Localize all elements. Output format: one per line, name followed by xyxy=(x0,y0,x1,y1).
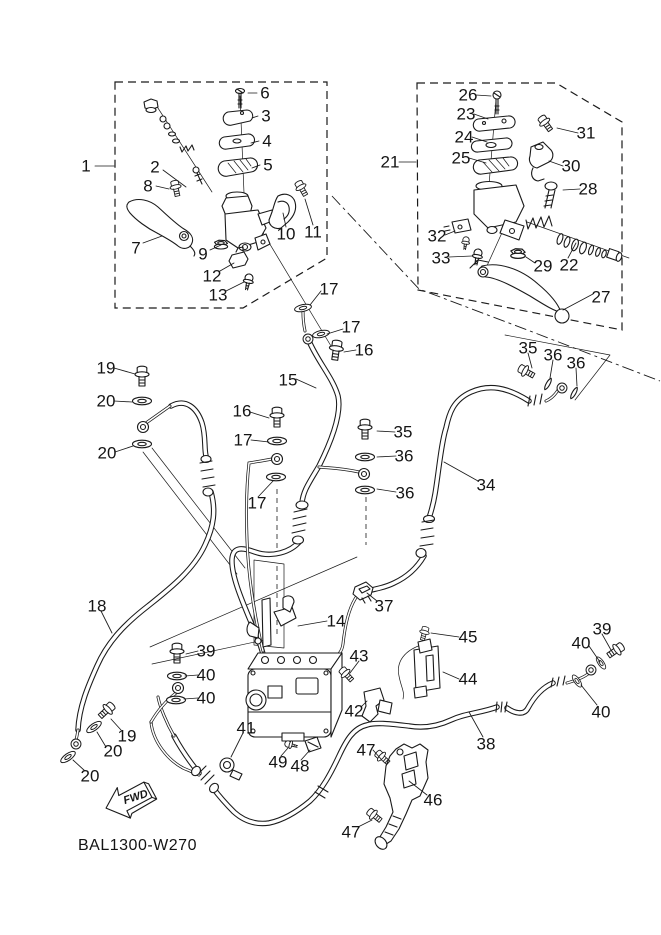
callout-36: 36 xyxy=(395,483,415,503)
callout-36: 36 xyxy=(394,446,414,466)
callout-49: 49 xyxy=(268,752,288,772)
callout-3: 3 xyxy=(261,106,271,126)
callout-17: 17 xyxy=(319,279,339,299)
callout-5: 5 xyxy=(263,155,273,175)
callout-45: 45 xyxy=(458,627,478,647)
abs-hydraulic-unit xyxy=(246,653,342,741)
callout-36: 36 xyxy=(566,353,586,373)
callout-14: 14 xyxy=(326,611,346,631)
callout-40: 40 xyxy=(571,633,591,653)
callout-40: 40 xyxy=(196,665,216,685)
callout-19: 19 xyxy=(117,726,137,746)
callout-38: 38 xyxy=(476,734,496,754)
callout-43: 43 xyxy=(349,646,369,666)
callout-20: 20 xyxy=(103,741,123,761)
callout-35: 35 xyxy=(518,338,538,358)
callout-29: 29 xyxy=(533,256,553,276)
callout-17: 17 xyxy=(341,317,361,337)
callout-41: 41 xyxy=(236,718,256,738)
callout-28: 28 xyxy=(578,179,598,199)
callout-30: 30 xyxy=(561,156,581,176)
sensor-brackets xyxy=(362,639,440,722)
callout-15: 15 xyxy=(278,370,298,390)
callout-10: 10 xyxy=(276,224,296,244)
callout-39: 39 xyxy=(196,641,216,661)
hose-clamp-41 xyxy=(220,758,242,780)
callout-47: 47 xyxy=(356,740,376,760)
callout-1: 1 xyxy=(81,156,91,176)
fwd-arrow xyxy=(101,777,160,824)
callout-9: 9 xyxy=(198,244,208,264)
callout-17: 17 xyxy=(233,430,253,450)
callout-27: 27 xyxy=(591,287,611,307)
part-code-label: BAL1300-W270 xyxy=(78,837,197,854)
callout-23: 23 xyxy=(456,104,476,124)
callout-26: 26 xyxy=(458,85,478,105)
callout-24: 24 xyxy=(454,127,474,147)
callout-22: 22 xyxy=(559,255,579,275)
callout-18: 18 xyxy=(87,596,107,616)
callout-20: 20 xyxy=(80,766,100,786)
fasteners xyxy=(59,176,627,825)
callout-2: 2 xyxy=(150,157,160,177)
callout-31: 31 xyxy=(576,123,596,143)
callout-44: 44 xyxy=(458,669,478,689)
callout-36: 36 xyxy=(543,345,563,365)
callout-7: 7 xyxy=(131,238,141,258)
callout-35: 35 xyxy=(393,422,413,442)
callout-25: 25 xyxy=(451,148,471,168)
callout-46: 46 xyxy=(423,790,443,810)
callout-21: 21 xyxy=(380,152,400,172)
callout-40: 40 xyxy=(196,688,216,708)
callout-4: 4 xyxy=(262,131,272,151)
callout-32: 32 xyxy=(427,226,447,246)
callout-8: 8 xyxy=(143,176,153,196)
callout-48: 48 xyxy=(290,756,310,776)
callout-13: 13 xyxy=(208,285,228,305)
callout-37: 37 xyxy=(374,596,394,616)
callout-34: 34 xyxy=(476,475,496,495)
callout-19: 19 xyxy=(96,358,116,378)
callout-12: 12 xyxy=(202,266,222,286)
callout-16: 16 xyxy=(232,401,252,421)
callout-39: 39 xyxy=(592,619,612,639)
callout-17: 17 xyxy=(247,493,267,513)
callout-6: 6 xyxy=(260,83,270,103)
callout-47: 47 xyxy=(341,822,361,842)
callout-11: 11 xyxy=(304,222,322,242)
callout-40: 40 xyxy=(591,702,611,722)
callout-42: 42 xyxy=(344,701,364,721)
fwd-label: FWD xyxy=(121,787,150,807)
callout-20: 20 xyxy=(96,391,116,411)
callout-33: 33 xyxy=(431,248,451,268)
callout-16: 16 xyxy=(354,340,374,360)
callout-numbers xyxy=(81,84,612,842)
harness-clip xyxy=(305,737,321,752)
callout-20: 20 xyxy=(97,443,117,463)
